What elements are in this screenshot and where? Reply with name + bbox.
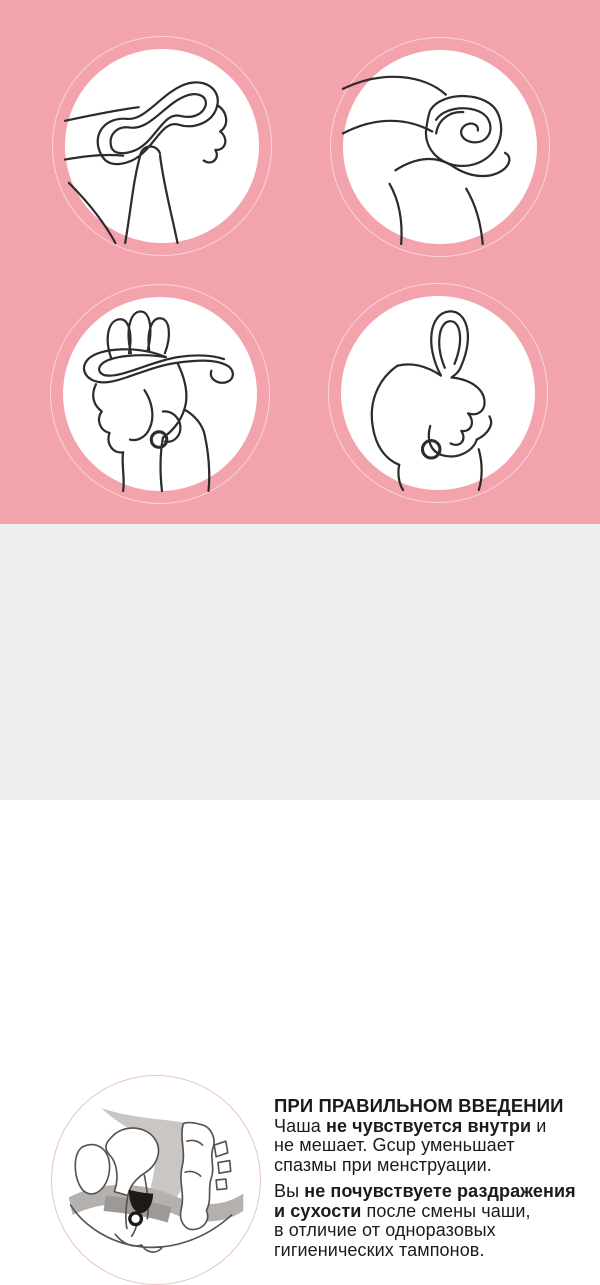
fold-step-1	[65, 49, 259, 243]
bold-text-segment: не почувствуете раздражения	[304, 1181, 576, 1201]
text-segment: после смены чаши,	[361, 1200, 531, 1221]
info-line	[274, 1202, 594, 1222]
cup-punch-down-fold-icon	[63, 297, 257, 491]
anatomy-circle	[59, 1083, 253, 1277]
pelvis-cross-section-cup-inserted-icon	[59, 1083, 253, 1277]
fold-step-3-circle	[63, 297, 257, 491]
info-paragraph-2	[274, 1182, 594, 1260]
text-segment: и	[531, 1115, 547, 1136]
bold-text-segment: не чувствуется внутри	[325, 1115, 532, 1136]
info-line: в отличие от одноразовых	[274, 1220, 496, 1240]
info-line: спазмы при менструации.	[274, 1154, 492, 1175]
info-line	[274, 1117, 594, 1137]
info-text-block	[274, 1096, 594, 1260]
bold-text-segment: и сухости	[274, 1200, 362, 1221]
fold-step-2	[343, 50, 537, 244]
insertion-info-panel	[0, 524, 600, 1260]
fold-step-4-circle	[341, 296, 535, 490]
info-line: не мешает. Gcup уменьшает	[274, 1135, 515, 1155]
cup-punch-down-grip-icon	[341, 296, 535, 490]
info-paragraph-1	[274, 1117, 594, 1176]
fold-step-3	[63, 297, 257, 491]
info-line	[274, 1182, 594, 1202]
text-segment: Вы	[274, 1181, 305, 1201]
fold-instructions-panel	[0, 0, 600, 524]
info-line: гигиенических тампонов.	[274, 1239, 485, 1260]
anatomy-figure	[59, 1083, 253, 1277]
fold-step-1-circle	[65, 49, 259, 243]
text-segment: Чаша	[274, 1115, 326, 1136]
fold-step-2-circle	[343, 50, 537, 244]
info-heading: ПРИ ПРАВИЛЬНОМ ВВЕДЕНИИ	[274, 1095, 564, 1116]
fold-step-4	[341, 296, 535, 490]
cup-c-fold-top-view-icon	[343, 50, 537, 244]
cup-c-fold-side-view-icon	[65, 49, 259, 243]
